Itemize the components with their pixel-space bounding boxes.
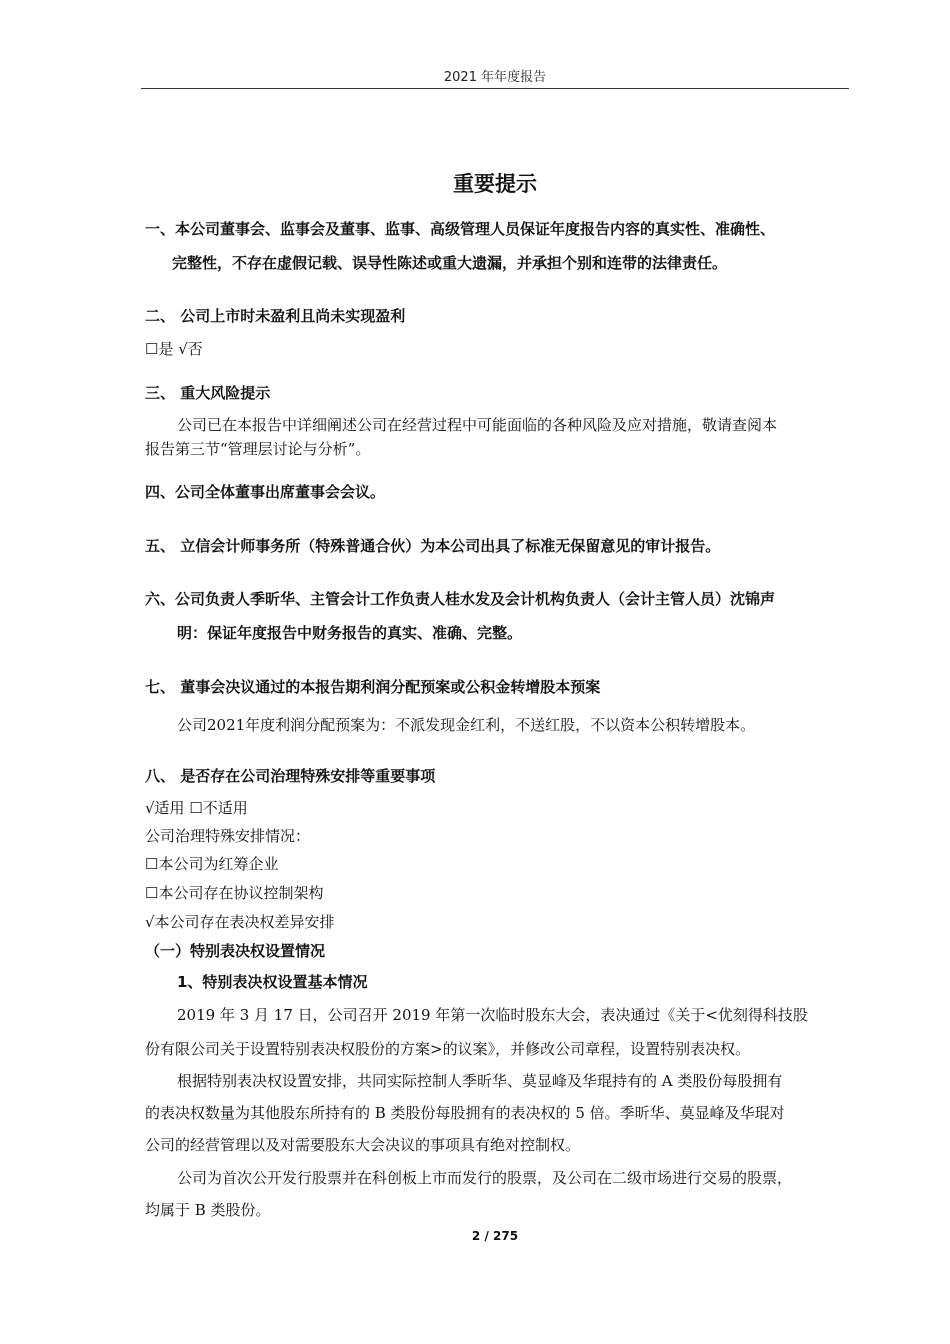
section-7-heading: 七、 董事会决议通过的本报告期利润分配预案或公积金转增股本预案 bbox=[145, 678, 601, 696]
section-8-item-2: ☐本公司存在协议控制架构 bbox=[145, 884, 324, 902]
paragraph-2-line-1: 根据特别表决权设置安排，共同实际控制人季昕华、莫显峰及华琨持有的 A 类股份每股拥有 bbox=[177, 1072, 783, 1090]
page-title: 重要提示 bbox=[453, 172, 537, 196]
running-header: 2021 年年度报告 bbox=[443, 70, 547, 85]
section-1-line-2: 完整性，不存在虚假记载、误导性陈述或重大遗漏，并承担个别和连带的法律责任。 bbox=[172, 254, 728, 272]
section-3-line-2: 报告第三节“管理层讨论与分析”。 bbox=[145, 440, 371, 458]
section-8-intro: 公司治理特殊安排情况： bbox=[145, 827, 311, 845]
section-8-sub-sub-heading: 1、特别表决权设置基本情况 bbox=[177, 973, 368, 991]
section-1-line-1: 一、本公司董事会、监事会及董事、监事、高级管理人员保证年度报告内容的真实性、准确性、 bbox=[145, 220, 776, 238]
section-4-heading: 四、公司全体董事出席董事会会议。 bbox=[145, 483, 386, 501]
section-3-heading: 三、 重大风险提示 bbox=[145, 384, 271, 402]
section-5-heading: 五、 立信会计师事务所（特殊普通合伙）为本公司出具了标准无保留意见的审计报告。 bbox=[145, 537, 721, 555]
section-2-options: ☐是 √否 bbox=[145, 340, 203, 358]
header-rule bbox=[141, 88, 849, 89]
paragraph-3-line-2: 均属于 B 类股份。 bbox=[145, 1201, 271, 1219]
section-7-body: 公司2021年度利润分配预案为：不派发现金红利，不送红股，不以资本公积转增股本。 bbox=[177, 716, 756, 734]
paragraph-3-line-1: 公司为首次公开发行股票并在科创板上市而发行的股票，及公司在二级市场进行交易的股票， bbox=[177, 1169, 793, 1187]
section-8-item-3: √本公司存在表决权差异安排 bbox=[145, 913, 335, 931]
section-6-line-1: 六、公司负责人季昕华、主管会计工作负责人桂水发及会计机构负责人（会计主管人员）沈锦声 bbox=[145, 590, 776, 608]
section-8-options: √适用 ☐不适用 bbox=[145, 799, 248, 817]
section-3-line-1: 公司已在本报告中详细阐述公司在经营过程中可能面临的各种风险及应对措施，敬请查阅本 bbox=[177, 416, 778, 434]
section-8-heading: 八、 是否存在公司治理特殊安排等重要事项 bbox=[145, 767, 436, 785]
section-2-heading: 二、 公司上市时未盈利且尚未实现盈利 bbox=[145, 307, 406, 325]
paragraph-2-line-3: 公司的经营管理以及对需要股东大会决议的事项具有绝对控制权。 bbox=[145, 1136, 581, 1154]
section-8-item-1: ☐本公司为红筹企业 bbox=[145, 855, 279, 873]
section-8-sub-heading: （一）特别表决权设置情况 bbox=[145, 942, 326, 960]
page-number: 2 / 275 bbox=[471, 1229, 519, 1243]
section-6-line-2: 明：保证年度报告中财务报告的真实、准确、完整。 bbox=[177, 624, 523, 642]
paragraph-1-line-2: 份有限公司关于设置特别表决权股份的方案>的议案》，并修改公司章程，设置特别表决权。 bbox=[145, 1040, 751, 1058]
paragraph-2-line-2: 的表决权数量为其他股东所持有的 B 类股份每股拥有的表决权的 5 倍。季昕华、莫显峰及华琨对 bbox=[145, 1104, 785, 1122]
paragraph-1-line-1: 2019 年 3 月 17 日，公司召开 2019 年第一次临时股东大会，表决通过《关于<优刻得科技股 bbox=[177, 1006, 808, 1024]
